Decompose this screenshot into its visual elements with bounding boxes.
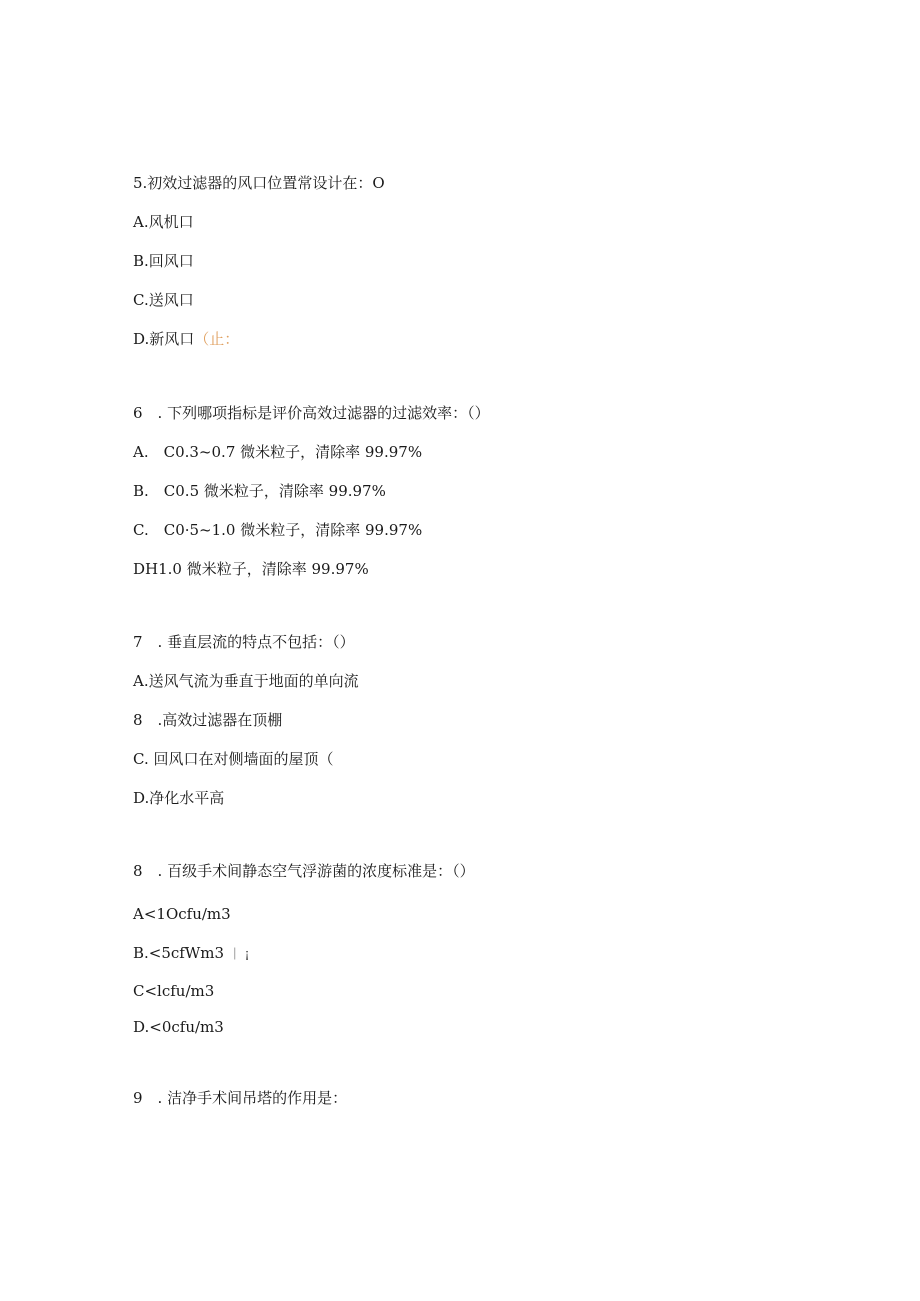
question-6-option-d: DH1.0 微米粒子，清除率 99.97% bbox=[133, 560, 369, 578]
question-6-stem: 6 . 下列哪项指标是评价高效过滤器的过滤效率：（） bbox=[133, 404, 490, 422]
question-5-option-b: B.回风口 bbox=[133, 252, 194, 270]
question-8-annotation: ｜ ¡ bbox=[228, 947, 250, 961]
question-7-option-a: A.送风气流为垂直于地面的单向流 bbox=[133, 672, 359, 690]
question-5-annotation: （止： bbox=[194, 330, 240, 348]
question-5-option-d-row bbox=[133, 329, 239, 349]
question-6-option-c: C. C0·5~1.0 微米粒子，清除率 99.97% bbox=[133, 521, 423, 539]
question-7-option-d: D.净化水平高 bbox=[133, 789, 225, 807]
question-5-stem: 5.初效过滤器的风口位置常设计在：O bbox=[133, 174, 385, 192]
question-8-option-d: D.<0cfu∕m3 bbox=[133, 1018, 224, 1036]
question-5-option-d: D.新风口 bbox=[133, 330, 195, 348]
question-8-option-b: B.<5cfWm3 bbox=[133, 944, 225, 962]
question-8-option-b-row bbox=[133, 943, 249, 964]
question-7-option-c: C. 回风口在对侧墙面的屋顶（ bbox=[133, 750, 334, 768]
question-8-stem: 8 . 百级手术间静态空气浮游菌的浓度标准是：（） bbox=[133, 862, 475, 880]
question-6-option-b: B. C0.5 微米粒子，清除率 99.97% bbox=[133, 482, 386, 500]
question-9-stem: 9 . 洁净手术间吊塔的作用是： bbox=[133, 1089, 348, 1107]
question-6-option-a: A. C0.3~0.7 微米粒子，清除率 99.97% bbox=[133, 443, 423, 461]
question-8-option-c: C<lcfu∕m3 bbox=[133, 982, 215, 1000]
question-7-stem: 7 . 垂直层流的特点不包括：（） bbox=[133, 633, 355, 651]
question-5-option-a: A.风机口 bbox=[133, 213, 194, 231]
question-7-option-b: 8 .高效过滤器在顶棚 bbox=[133, 711, 283, 729]
question-5-option-c: C.送风口 bbox=[133, 291, 194, 309]
question-8-option-a: A<1Ocfu/m3 bbox=[133, 905, 231, 923]
